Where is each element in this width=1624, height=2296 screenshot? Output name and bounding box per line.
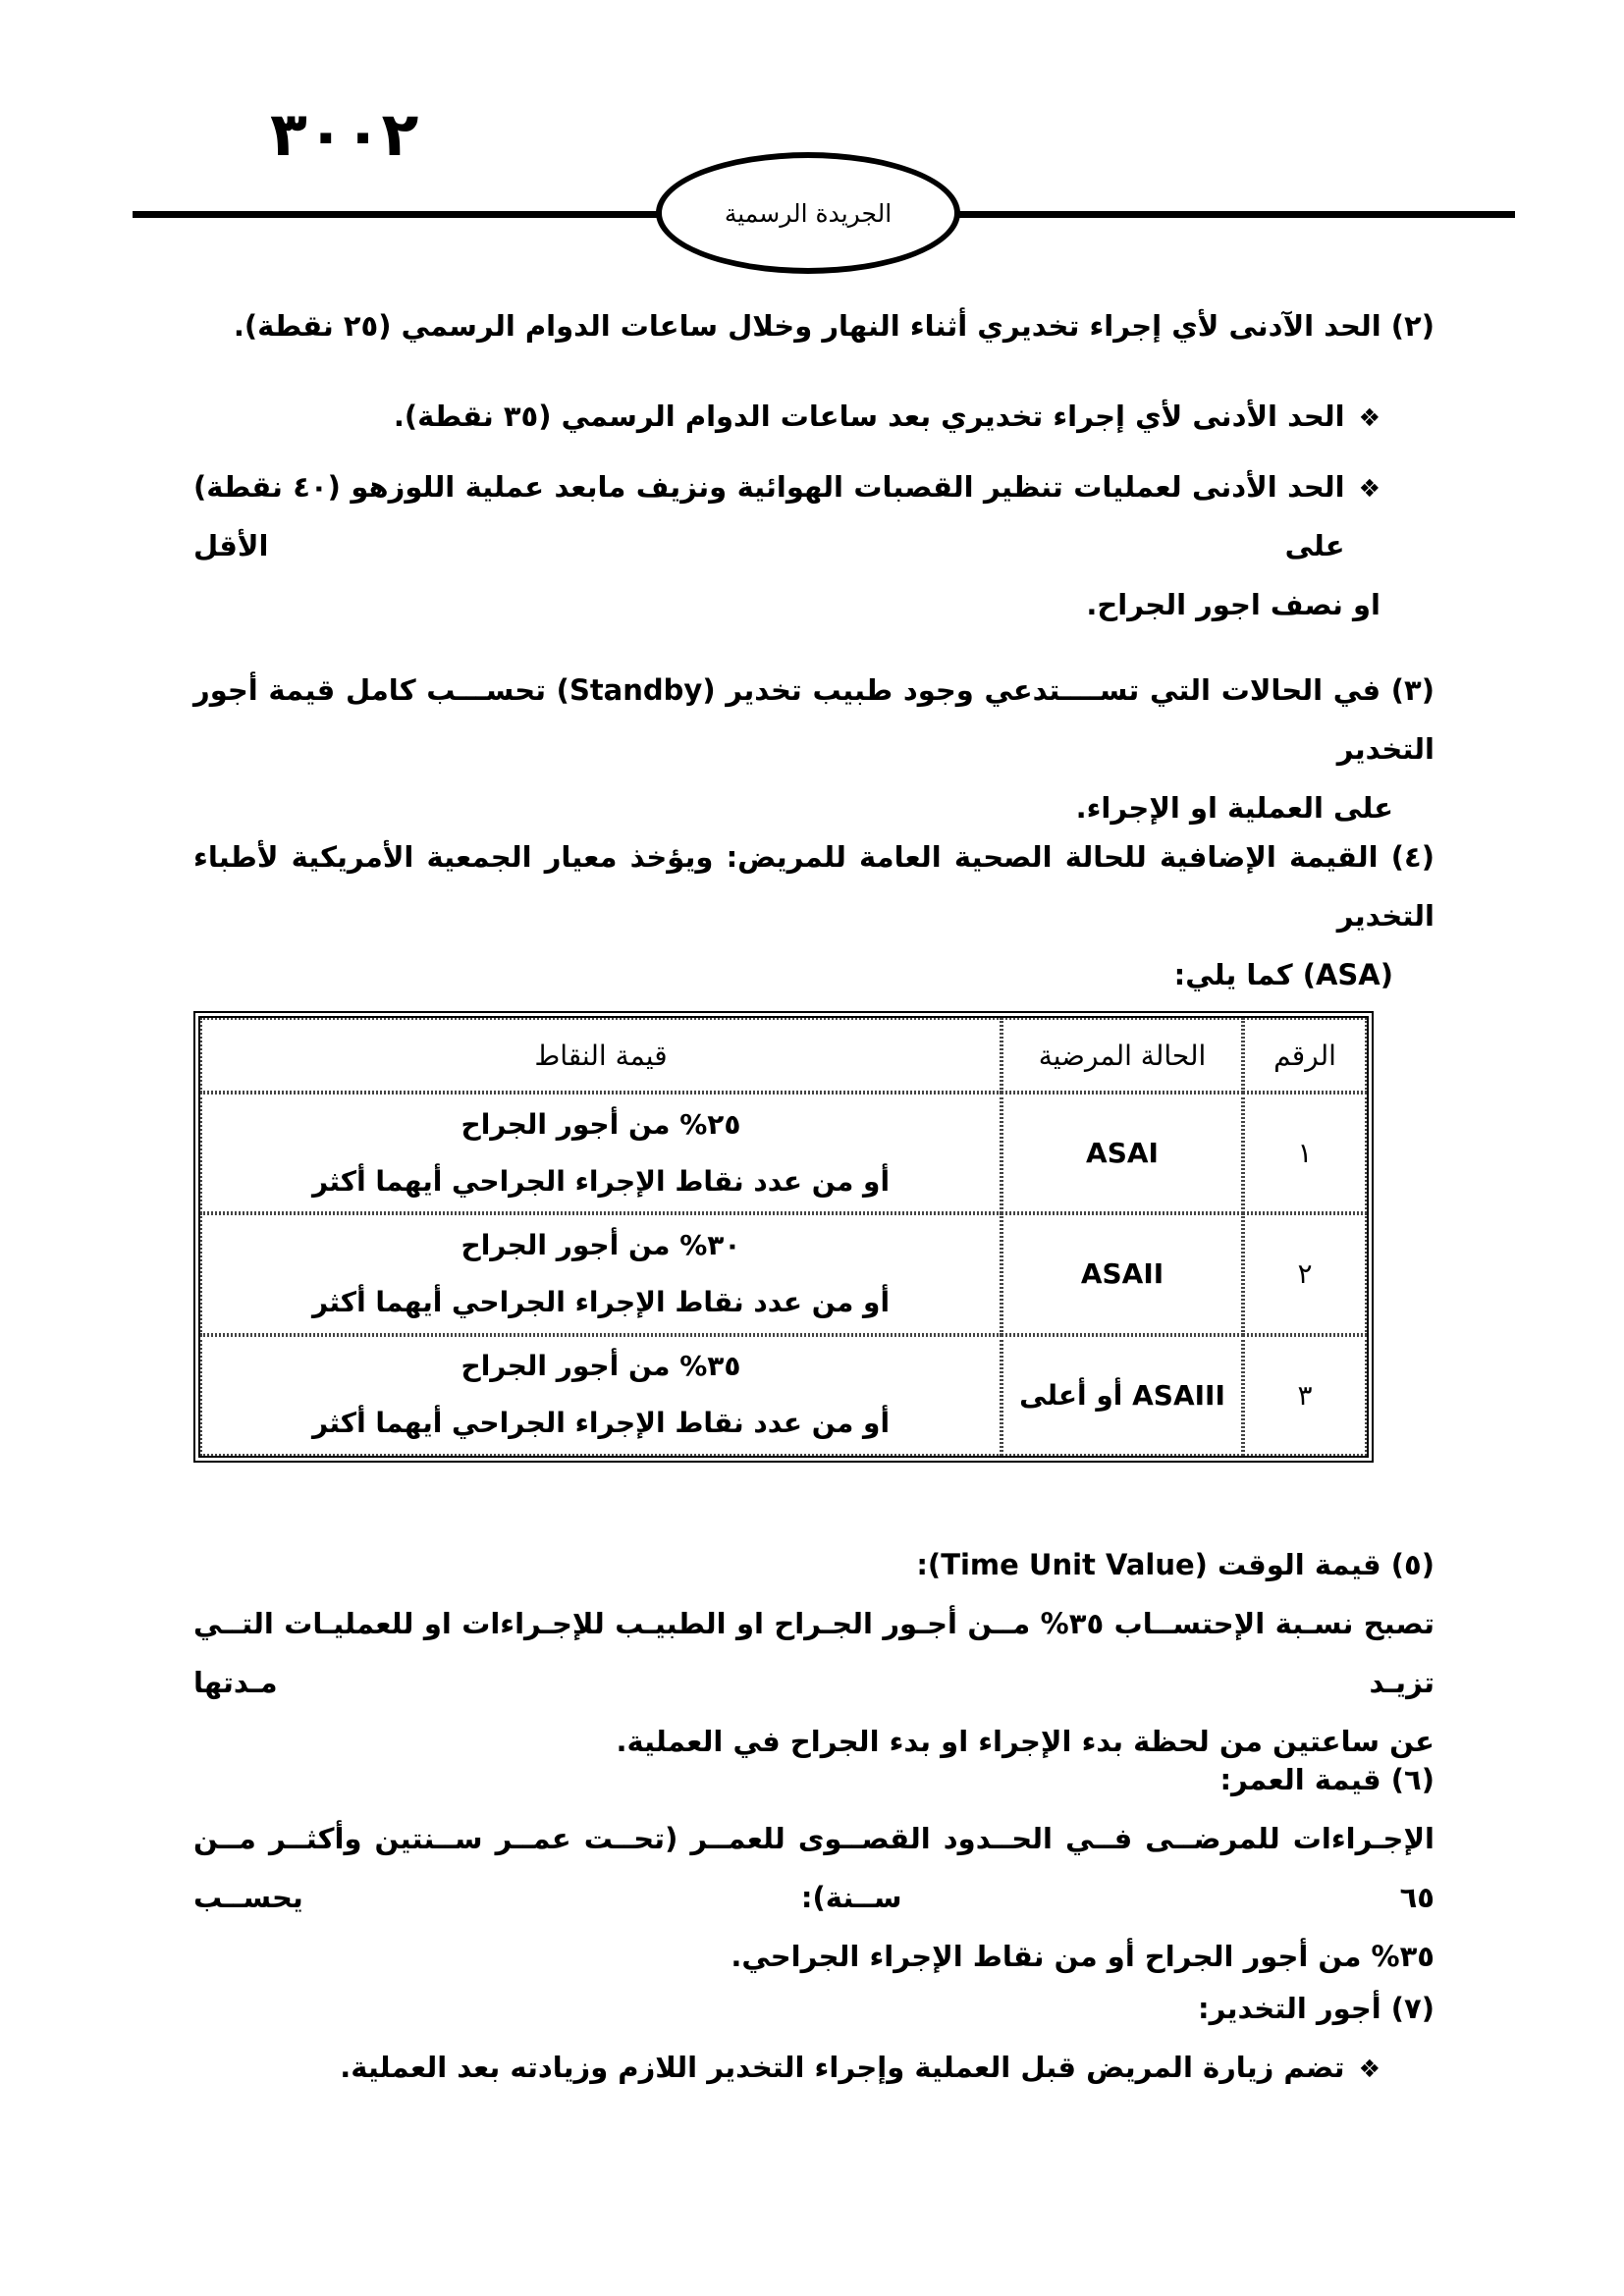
points-line-2: أو من عدد نقاط الإجراء الجراحي أيهما أكثر <box>311 1164 891 1198</box>
section-2-bullet-2 <box>193 457 1435 634</box>
row-number: ١ <box>1243 1093 1367 1213</box>
row-number: ٢ <box>1243 1213 1367 1334</box>
section-3-line-1: (٣) في الحالات التي تســــتدعي وجود طبيب تخدير (Standby) تحســـب كامل قيمة أجور التخدير <box>193 673 1435 766</box>
diamond-bullet-icon: ❖ <box>1358 403 1380 432</box>
header-status: الحالة المرضية <box>1001 1018 1243 1093</box>
publication-title-badge <box>656 152 960 274</box>
section-5-heading: (٥) قيمة الوقت (Time Unit Value): <box>916 1548 1435 1581</box>
section-7 <box>340 1979 1435 2099</box>
section-5-line-1: تصبح نسـبة الإحتســاب ٣٥% مــن أجـور الجـراح او الطبيـب للإجـراءات او للعمليـات التــي تزيـد مـدتها <box>193 1607 1435 1699</box>
section-7-heading: (٧) أجور التخدير: <box>1198 1992 1435 2025</box>
bullet-text: الحد الأدنى لعمليات تنظير القصبات الهوائية ونزيف مابعد عملية اللوزهو (٤٠ نقطة) على الأقل <box>193 470 1345 562</box>
bullet-text: تضم زيارة المريض قبل العملية وإجراء التخدير اللازم وزيادته بعد العملية. <box>340 2051 1345 2084</box>
section-3-line-2: على العملية او الإجراء. <box>1075 791 1393 825</box>
section-5-line-2: عن ساعتين من لحظة بدء الإجراء او بدء الجراح في العملية. <box>616 1725 1435 1758</box>
section-2-heading: (٢) الحد الآدنى لأي إجراء تخديري أثناء النهار وخلال ساعات الدوام الرسمي (٢٥ نقطة). <box>233 309 1435 343</box>
row-points <box>200 1093 1001 1213</box>
row-points <box>200 1335 1001 1456</box>
section-2-bullet-1 <box>394 387 1435 448</box>
section-6-line-1: الإجـراءات للمرضــى فــي الحــدود القصــوى للعمــر (تحــت عمــر ســنتين وأكثــر مــن ٦٥ ســنة): يحســب <box>193 1822 1435 1914</box>
section-4-line-1: (٤) القيمة الإضافية للحالة الصحية العامة للمريض: ويؤخذ معيار الجمعية الأمريكية لأطباء التخدير <box>193 840 1435 933</box>
section-7-bullet-1 <box>340 2038 1435 2099</box>
table-row <box>200 1093 1367 1213</box>
section-4 <box>193 828 1435 1004</box>
diamond-bullet-icon: ❖ <box>1358 2055 1380 2083</box>
row-points <box>200 1213 1001 1334</box>
bullet-text-continued: او نصف اجور الجراح. <box>1086 588 1380 621</box>
header-points: قيمة النقاط <box>200 1018 1001 1093</box>
section-6-heading: (٦) قيمة العمر: <box>1219 1763 1435 1796</box>
asa-table <box>193 1011 1374 1463</box>
table-row <box>200 1213 1367 1334</box>
page-number: ٣٠٠٢ <box>270 98 419 170</box>
points-line-1: ٢٥% من أجور الجراح <box>460 1107 741 1141</box>
section-5 <box>193 1535 1435 1771</box>
bullet-text: الحد الأدنى لأي إجراء تخديري بعد ساعات الدوام الرسمي (٣٥ نقطة). <box>393 400 1345 433</box>
points-line-1: ٣٠% من أجور الجراح <box>460 1228 741 1261</box>
row-status: ASAII <box>1001 1213 1243 1334</box>
row-status: ASAIII أو أعلى <box>1001 1335 1243 1456</box>
section-6-line-2: ٣٥% من أجور الجراح أو من نقاط الإجراء الجراحي. <box>731 1940 1435 1973</box>
row-status: ASAI <box>1001 1093 1243 1213</box>
header-number: الرقم <box>1243 1018 1367 1093</box>
section-3 <box>193 661 1435 837</box>
table-row <box>200 1335 1367 1456</box>
publication-title: الجريدة الرسمية <box>724 198 893 228</box>
points-line-2: أو من عدد نقاط الإجراء الجراحي أيهما أكثر <box>311 1407 891 1440</box>
table-header-row <box>200 1018 1367 1093</box>
diamond-bullet-icon: ❖ <box>1358 474 1380 503</box>
points-line-1: ٣٥% من أجور الجراح <box>460 1350 741 1383</box>
row-number: ٣ <box>1243 1335 1367 1456</box>
section-4-line-2: (ASA) كما يلي: <box>1173 958 1393 991</box>
section-6 <box>193 1750 1435 1986</box>
points-line-2: أو من عدد نقاط الإجراء الجراحي أيهما أكثر <box>311 1285 891 1318</box>
